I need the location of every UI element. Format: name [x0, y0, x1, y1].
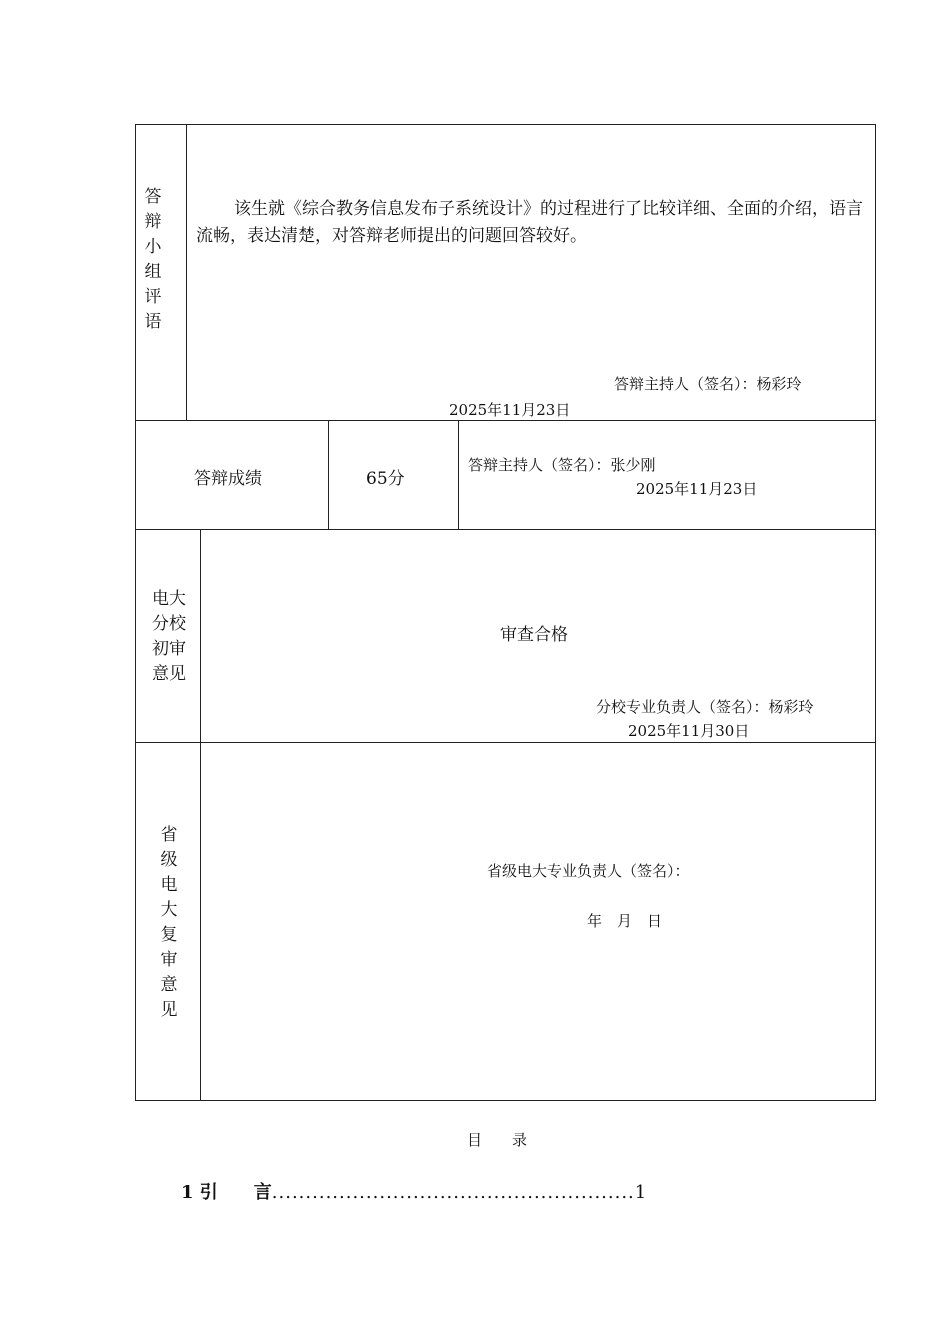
section3-label-line: 意见	[152, 664, 186, 684]
toc-title: 目 录	[467, 1131, 528, 1149]
section4-label-char: 大	[160, 900, 178, 920]
section3-date: 2025年11月30日	[628, 722, 750, 740]
toc-entry-page: 1	[634, 1182, 647, 1203]
section3-opinion: 审查合格	[500, 625, 568, 645]
section3-label-line: 电大	[152, 589, 186, 609]
table-divider-2	[135, 529, 876, 530]
score-value: 65分	[366, 469, 405, 489]
section1-label-char: 小	[144, 237, 162, 257]
section1-label-char: 评	[144, 287, 162, 307]
section4-label-char: 级	[160, 850, 178, 870]
section2-date: 2025年11月23日	[636, 480, 758, 498]
section4-label	[152, 823, 186, 1023]
section1-label-divider	[186, 124, 187, 420]
section2-divider-1	[328, 420, 329, 529]
section2-signer: 答辩主持人（签名）：张少刚	[468, 456, 656, 474]
table-border-right	[875, 124, 876, 1101]
section1-signer: 答辩主持人（签名）：杨彩玲	[614, 375, 802, 393]
table-border-bottom	[135, 1100, 876, 1101]
section2-label: 答辩成绩	[194, 469, 262, 489]
section3-label-divider	[200, 529, 201, 742]
table-divider-3	[135, 742, 876, 743]
section1-label-char: 语	[144, 312, 162, 332]
section1-date: 2025年11月23日	[449, 401, 571, 419]
section4-label-char: 见	[160, 1000, 178, 1020]
section3-label-line: 初审	[152, 639, 186, 659]
section1-label	[136, 185, 170, 335]
toc-entry-label: 1 引 言	[181, 1182, 272, 1203]
section3-label	[140, 587, 198, 687]
section1-label-char: 答	[144, 187, 162, 207]
table-divider-1	[135, 420, 876, 421]
section4-date: 年 月 日	[587, 912, 663, 930]
section4-label-char: 意	[160, 975, 178, 995]
table-border-top	[135, 124, 876, 125]
toc-entry[interactable]	[181, 1178, 646, 1204]
section1-label-char: 辩	[144, 212, 162, 232]
section3-label-line: 分校	[152, 614, 186, 634]
section2-divider-2	[458, 420, 459, 529]
section4-label-char: 审	[160, 950, 178, 970]
section4-label-char: 电	[160, 875, 178, 895]
section1-comment: 该生就《综合教务信息发布子系统设计》的过程进行了比较详细、全面的介绍，语言流畅，表达清楚，对答辩老师提出的问题回答较好。	[196, 199, 863, 246]
section3-signer: 分校专业负责人（签名）：杨彩玲	[596, 698, 814, 716]
section1-label-char: 组	[144, 262, 162, 282]
toc-entry-leader: ......................................................	[271, 1182, 635, 1203]
section4-label-char: 省	[160, 825, 178, 845]
section4-label-divider	[200, 742, 201, 1100]
section4-label-char: 复	[160, 925, 178, 945]
section4-signer: 省级电大专业负责人（签名）：	[487, 862, 690, 880]
